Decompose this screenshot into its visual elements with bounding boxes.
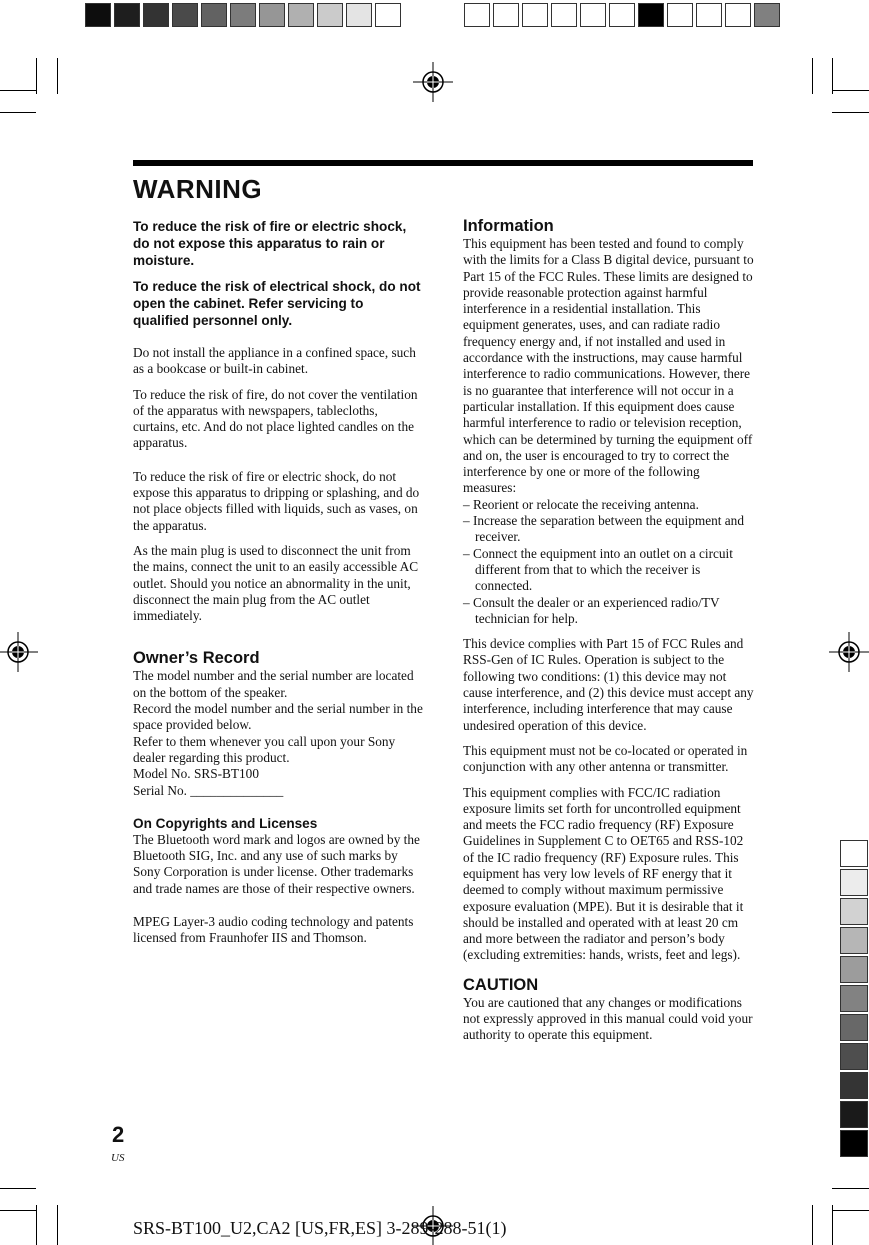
- measure-item: – Increase the separation between the equipment and receiver.: [463, 513, 744, 545]
- color-swatch: [667, 3, 693, 27]
- crop-mark: [57, 58, 58, 94]
- serial-number: Serial No. ______________: [133, 782, 284, 798]
- warning-bold-1: To reduce the risk of fire or electric shock, do not expose this apparatus to rain or moisture.: [133, 219, 407, 268]
- color-swatch: [85, 3, 111, 27]
- color-swatch: [840, 927, 868, 954]
- registration-mark-icon: [413, 62, 453, 102]
- model-number: Model No. SRS-BT100: [133, 766, 259, 782]
- warning-paragraph: To reduce the risk of fire or electric shock, do not expose this apparatus to dripping or splashing, and do not place objects filled with liquids, such as vases, on the apparatus.: [133, 468, 420, 533]
- color-swatch: [609, 3, 635, 27]
- caution-heading: CAUTION: [463, 975, 539, 994]
- color-swatch: [840, 1130, 868, 1157]
- crop-mark: [832, 112, 869, 113]
- registration-mark-icon: [0, 632, 38, 672]
- owners-record-line: The model number and the serial number are located on the bottom of the speaker.: [133, 668, 414, 700]
- measure-item: – Connect the equipment into an outlet on a circuit different from that to which the receiver is connected.: [463, 545, 733, 594]
- crop-mark: [832, 1210, 869, 1211]
- color-swatch: [840, 1072, 868, 1099]
- copyrights-paragraph: The Bluetooth word mark and logos are owned by the Bluetooth SIG, Inc. and any use of such marks by Sony Corporation is under license. Other trademarks and trade names are those of their respective owners.: [133, 831, 420, 896]
- crop-mark: [832, 90, 869, 91]
- information-heading: Information: [463, 217, 554, 235]
- measure-item: – Reorient or relocate the receiving antenna.: [463, 496, 699, 512]
- color-strip-right: [840, 840, 868, 1159]
- warning-bold-2: To reduce the risk of electrical shock, do not open the cabinet. Refer servicing to qualified personnel only.: [133, 279, 421, 328]
- warning-paragraph: Do not install the appliance in a confined space, such as a bookcase or built-in cabinet.: [133, 345, 416, 377]
- color-swatch: [259, 3, 285, 27]
- page-title: WARNING: [133, 174, 263, 204]
- color-swatch: [230, 3, 256, 27]
- crop-mark: [812, 58, 813, 94]
- color-swatch: [696, 3, 722, 27]
- information-paragraph: This equipment complies with FCC/IC radiation exposure limits set forth for uncontrolled equipment and meets the FCC radio frequency (RF) Exposure Guidelines in Supplement C to OET65 and RSS-102 of the IC radio frequency (RF) Exposure rules. This equipment has very low levels of RF energy that it deemed to comply without maximum permissive exposure evaluation (MPE). But it is desirable that it should be installed and operated with at least 20 cm and more between the radiator and person’s body (excluding extremities: hands, wrists, feet and legs).: [463, 784, 744, 963]
- color-strip-top-right: [464, 3, 783, 27]
- warning-paragraph: As the main plug is used to disconnect the unit from the mains, connect the unit to an easily accessible AC outlet. Should you notice an abnormality in the unit, disconnect the main plug from the AC outlet immediately.: [133, 542, 419, 624]
- color-swatch: [638, 3, 664, 27]
- information-paragraph: This equipment must not be co-located or operated in conjunction with any other antenna or transmitter.: [463, 742, 748, 775]
- page-language: US: [111, 1152, 125, 1164]
- color-swatch: [725, 3, 751, 27]
- page-number: 2: [112, 1122, 125, 1147]
- copyrights-paragraph: MPEG Layer-3 audio coding technology and patents licensed from Fraunhofer IIS and Thomson.: [133, 914, 414, 946]
- color-swatch: [840, 985, 868, 1012]
- right-column: [463, 216, 755, 1053]
- crop-mark: [36, 1205, 37, 1245]
- crop-mark: [812, 1205, 813, 1245]
- crop-mark: [0, 1188, 36, 1189]
- color-swatch: [375, 3, 401, 27]
- document-footer: SRS-BT100_U2,CA2 [US,FR,ES] 3-289-288-51(1): [133, 1218, 507, 1238]
- information-paragraph: This equipment has been tested and found to comply with the limits for a Class B digital device, pursuant to Part 15 of the FCC Rules. These limits are designed to provide reasonable protection against harmful interference in a residential installation. This equipment generates, uses, and can radiate radio frequency energy and, if not installed and used in accordance with the instructions, may cause harmful interference to radio communications. However, there is no guarantee that interference will not occur in a particular installation. If this equipment does cause harmful interference to radio or television reception, which can be determined by turning the equipment off and on, the user is encouraged to try to correct the interference by one or more of the following measures:: [463, 236, 754, 496]
- crop-mark: [832, 1205, 833, 1245]
- color-swatch: [840, 1014, 868, 1041]
- color-swatch: [493, 3, 519, 27]
- color-swatch: [840, 956, 868, 983]
- crop-mark: [832, 1188, 869, 1189]
- left-column: [133, 218, 423, 956]
- color-swatch: [114, 3, 140, 27]
- color-strip-top-left: [85, 3, 404, 27]
- crop-mark: [0, 1210, 36, 1211]
- color-swatch: [201, 3, 227, 27]
- color-swatch: [346, 3, 372, 27]
- color-swatch: [143, 3, 169, 27]
- color-swatch: [840, 1101, 868, 1128]
- color-swatch: [840, 869, 868, 896]
- warning-paragraph: To reduce the risk of fire, do not cover the ventilation of the apparatus with newspapers, tablecloths, curtains, etc. And do not place lighted candles on the apparatus.: [133, 386, 418, 451]
- caution-paragraph: You are cautioned that any changes or modifications not expressly approved in this manual could void your authority to operate this equipment.: [463, 994, 753, 1043]
- color-swatch: [551, 3, 577, 27]
- measure-item: – Consult the dealer or an experienced radio/TV technician for help.: [463, 594, 720, 626]
- color-swatch: [172, 3, 198, 27]
- crop-mark: [832, 58, 833, 94]
- measure-list: [463, 497, 755, 627]
- color-swatch: [840, 898, 868, 925]
- crop-mark: [0, 112, 36, 113]
- color-swatch: [464, 3, 490, 27]
- copyrights-heading: On Copyrights and Licenses: [133, 815, 318, 831]
- owners-record-line: Record the model number and the serial number in the space provided below.: [133, 701, 423, 733]
- owners-record-line: Refer to them whenever you call upon your Sony dealer regarding this product.: [133, 733, 396, 765]
- color-swatch: [840, 1043, 868, 1070]
- color-swatch: [288, 3, 314, 27]
- color-swatch: [580, 3, 606, 27]
- color-swatch: [754, 3, 780, 27]
- owners-record-heading: Owner’s Record: [133, 649, 260, 668]
- color-swatch: [840, 840, 868, 867]
- information-paragraph: This device complies with Part 15 of FCC Rules and RSS-Gen of IC Rules. Operation is subject to the following two conditions: (1) this device may not cause interference, and (2) this device must accept any interference, including interference that may cause undesired operation of this device.: [463, 636, 754, 733]
- crop-mark: [0, 90, 36, 91]
- header-rule: [133, 160, 753, 166]
- color-swatch: [522, 3, 548, 27]
- registration-mark-icon: [829, 632, 869, 672]
- crop-mark: [57, 1205, 58, 1245]
- crop-mark: [36, 58, 37, 94]
- color-swatch: [317, 3, 343, 27]
